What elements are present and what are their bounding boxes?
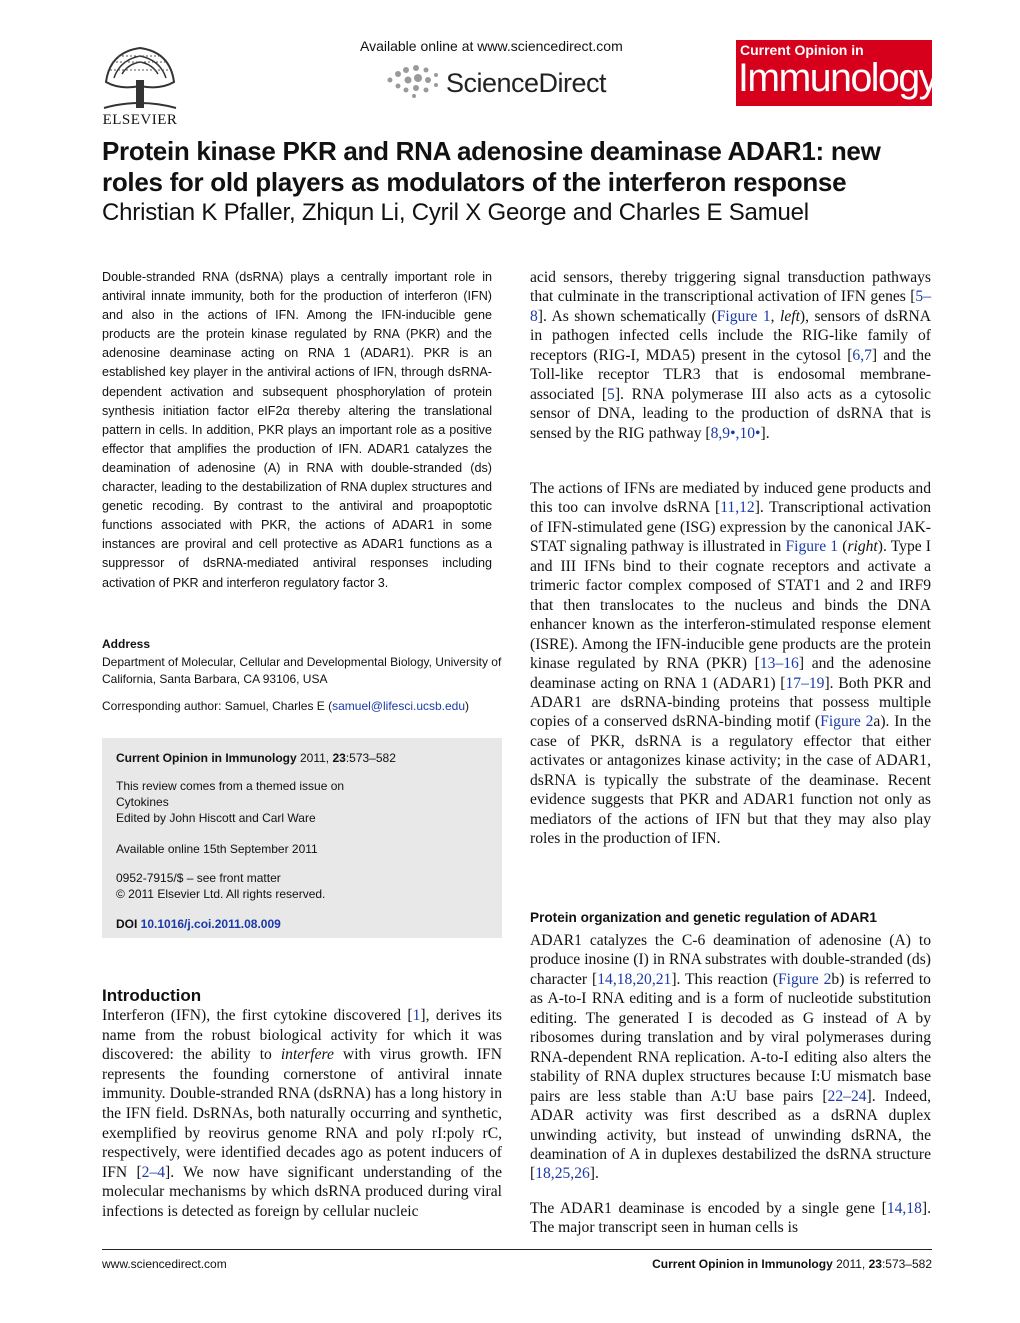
right-paragraph-3: [530, 931, 931, 1184]
right-paragraph-1: [530, 268, 931, 443]
text-part: ). Type I and III IFNs bind to their cognate receptors and activate a trimeric factor complex composed of STAT1 and 2 and IRF9 that then translocates to the nucleus and binds the DNA enhancer known as the interferon-stimulated response element (ISRE). Among the IFN-inducible gene products are the protein kinase regulated by RNA (PKR) [: [530, 538, 931, 673]
text-part: The actions of IFNs are mediated by induced gene products and this too can involve dsRNA [: [530, 480, 931, 517]
ref-link[interactable]: 6,7: [852, 346, 872, 364]
text-part: ]. Transcriptional activation of IFN-stimulated gene (ISG) expression by the canonical JAK-STAT signaling pathway is illustrated in: [530, 499, 932, 556]
footer-citation: [652, 1257, 932, 1271]
text-part: ] and the adenosine deaminase acting on RNA 1 (ADAR1) [: [530, 655, 931, 692]
sciencedirect-dots-icon: [384, 60, 444, 100]
corresponding-suffix: ): [465, 699, 470, 713]
intro-text-part: ], derives its name from the robust biological activity for which it was discovered: the ability to: [102, 1007, 502, 1064]
ref-link[interactable]: 17–19: [785, 674, 825, 692]
doi-label: DOI: [116, 917, 141, 931]
journal-banner-top: Current Opinion in: [740, 42, 864, 58]
text-part: ]. RNA polymerase III also acts as a cytosolic sensor of DNA, leading to the production of dsRNA that is sensed by the RIG pathway [: [530, 385, 932, 442]
text-part: ].: [589, 1165, 599, 1183]
text-part: ), sensors of dsRNA in pathogen infected cells include the RIG-like family of receptors (RIG-I, MDA5) present in the cytosol [: [530, 307, 931, 364]
text-part: ]. Indeed, ADAR activity was first described as a dsRNA duplex unwinding activity, but instead of unwinding dsRNA, the deamination of A in duplexes destabilized the dsRNA structure [: [530, 1087, 931, 1183]
text-part: (: [838, 538, 848, 556]
intro-text-part: ]. We now have significant understanding of the molecular mechanisms by which dsRNA produced during viral infections is detected as foreign by cellular nucleic: [102, 1163, 503, 1220]
ref-link[interactable]: 18,25,26: [535, 1165, 590, 1183]
info-editors: Edited by John Hiscott and Carl Ware: [116, 811, 316, 825]
text-part: ,: [770, 307, 780, 325]
text-part: ]. This reaction (: [671, 970, 778, 988]
article-info-box: [102, 738, 502, 938]
available-online-text[interactable]: Available online at www.sciencedirect.com: [360, 38, 623, 54]
figure-link[interactable]: Figure 1: [785, 538, 839, 556]
ref-link[interactable]: 11,12: [720, 499, 755, 517]
info-journal-year: 2011,: [296, 751, 333, 765]
journal-banner-main: Immunology: [738, 56, 937, 100]
intro-emphasis: interfere: [280, 1046, 334, 1064]
sciencedirect-wordmark: ScienceDirect: [446, 68, 607, 98]
address-text: Department of Molecular, Cellular and Developmental Biology, University of California, Santa Barbara, CA 93106, USA: [102, 655, 502, 686]
ref-link[interactable]: 1: [412, 1007, 421, 1024]
right-paragraph-4: [530, 1199, 931, 1238]
info-theme: Cytokines: [116, 795, 169, 809]
elsevier-tree-icon: [100, 42, 180, 110]
footer-volume: 23: [868, 1257, 882, 1271]
footer-divider: [102, 1249, 932, 1250]
text-part: acid sensors, thereby triggering signal transduction pathways that culminate in the transcriptional activation of IFN genes [: [530, 269, 931, 306]
text-part: ]. The major transcript seen in human cells is: [530, 1200, 931, 1237]
figure-link[interactable]: Figure 1: [716, 307, 771, 325]
info-journal-citation: [116, 750, 396, 766]
section-heading-adar1: Protein organization and genetic regulation of ADAR1: [530, 910, 877, 925]
ref-link[interactable]: 2–4: [141, 1163, 166, 1181]
publisher-name: ELSEVIER: [102, 112, 178, 128]
ref-link[interactable]: 8,9•,10•: [710, 424, 761, 442]
corresponding-author: [102, 698, 502, 715]
text-part: ADAR1 catalyzes the C-6 deamination of adenosine (A) to produce inosine (I) in RNA substrates with double-stranded (ds) character [: [530, 932, 931, 988]
journal-banner: [736, 40, 937, 106]
footer-journal: Current Opinion in Immunology: [652, 1257, 833, 1271]
figure-side: right: [847, 538, 878, 556]
footer-year: 2011,: [832, 1257, 869, 1271]
info-journal-pages: :573–582: [345, 751, 396, 765]
text-part: ] and the Toll-like receptor TLR3 that is endosomal membrane-associated [: [530, 346, 931, 403]
text-part: ].: [760, 424, 770, 442]
ref-link[interactable]: 14,18: [886, 1200, 922, 1217]
figure-link[interactable]: Figure 2: [777, 970, 832, 988]
elsevier-logo: [96, 42, 184, 128]
corresponding-prefix: Corresponding author: Samuel, Charles E (: [102, 699, 333, 713]
info-journal-name: Current Opinion in Immunology: [116, 751, 297, 765]
corresponding-email-link[interactable]: samuel@lifesci.ucsb.edu: [332, 699, 466, 713]
address-label: Address: [102, 637, 151, 651]
ref-link[interactable]: 5–8: [530, 288, 931, 325]
info-journal-volume: 23: [332, 751, 346, 765]
text-part: a). In the case of PKR, dsRNA is a regulatory effector that either activates or antagonizes kinase activity; in the case of ADAR1, dsRNA is typically the substrate of the deaminase. Recent evidence suggests that PKR and ADAR1 function not only as mediators of the actions of IFN but that they may also play roles in the production of IFN.: [530, 713, 931, 848]
abstract: Double-stranded RNA (dsRNA) plays a centrally important role in antiviral innate immunity, both for the production of interferon (IFN) and also in the actions of IFN. Among the IFN-inducible gene products are the protein kinase regulated by RNA (PKR) and the adenosine deaminase acting on RNA 1 (ADAR1). PKR is an established key player in the antiviral actions of IFN, through dsRNA-dependent activation and subsequent phosphorylation of protein synthesis initiation factor eIF2α thereby altering the translational pattern in cells. In addition, PKR plays an important role as a positive effector that amplifies the production of IFN. ADAR1 catalyzes the deamination of adenosine (A) in RNA with double-stranded (ds) character, leading to the destabilization of RNA duplex structures and genetic recoding. By contrast to the antiviral and proapoptotic functions associated with PKR, the actions of ADAR1 in some instances are proviral and cell protective as ADAR1 functions as a suppressor of dsRNA-mediated antiviral responses including activation of PKR and interferon regulatory factor 3.: [102, 270, 492, 590]
right-paragraph-2: [530, 479, 931, 849]
figure-side: left: [780, 307, 800, 325]
ref-link[interactable]: 22–24: [827, 1087, 867, 1105]
info-doi: [116, 916, 281, 932]
ref-link[interactable]: 13–16: [759, 655, 799, 673]
intro-text-part: Interferon (IFN), the first cytokine discovered [: [102, 1007, 413, 1024]
info-issn: 0952-7915/$ – see front matter: [116, 871, 281, 885]
introduction-heading: Introduction: [102, 986, 202, 1005]
text-part: b) is referred to as A-to-I RNA editing and is a form of nucleotide substitution editing. The generated I is decoded as G instead of A by ribosomes during translation and by viral polymerases during RNA-dependent RNA replication. A-to-I editing also alters the stability of RNA duplex structures because I:U mismatch base pairs are less stable than A:U base pairs [: [530, 970, 931, 1105]
text-part: ]. Both PKR and ADAR1 are dsRNA-binding proteins that possess multiple copies of a conserved dsRNA-binding motif (: [530, 674, 931, 731]
ref-link[interactable]: 14,18,20,21: [597, 970, 672, 988]
article-title: Protein kinase PKR and RNA adenosine deaminase ADAR1: new roles for old players as modulators of the interferon response: [102, 136, 881, 197]
footer-pages: :573–582: [881, 1257, 932, 1271]
intro-text-part: with virus growth. IFN represents the founding cornerstone of antiviral innate immunity. Double-stranded RNA (dsRNA) has a long history in the IFN field. DsRNAs, both naturally occurring and synthetic, exemplified by reovirus genome RNA and poly rI:poly rC, respectively, were identified decades ago as potent inducers of IFN [: [102, 1046, 502, 1181]
text-part: ]. As shown schematically (: [537, 307, 717, 325]
article-authors: Christian K Pfaller, Zhiqun Li, Cyril X George and Charles E Samuel: [102, 199, 809, 226]
doi-link[interactable]: 10.1016/j.coi.2011.08.009: [140, 917, 281, 931]
text-part: The ADAR1 deaminase is encoded by a single gene [: [530, 1200, 887, 1217]
sciencedirect-logo[interactable]: [384, 58, 624, 104]
info-theme-line: This review comes from a themed issue on: [116, 779, 345, 793]
figure-link[interactable]: Figure 2: [820, 713, 874, 731]
info-copyright: © 2011 Elsevier Ltd. All rights reserved.: [116, 887, 326, 901]
introduction-paragraph: [102, 1006, 502, 1222]
footer-website[interactable]: www.sciencedirect.com: [102, 1257, 227, 1271]
info-available-online: Available online 15th September 2011: [116, 842, 318, 856]
ref-link[interactable]: 5: [607, 385, 615, 403]
